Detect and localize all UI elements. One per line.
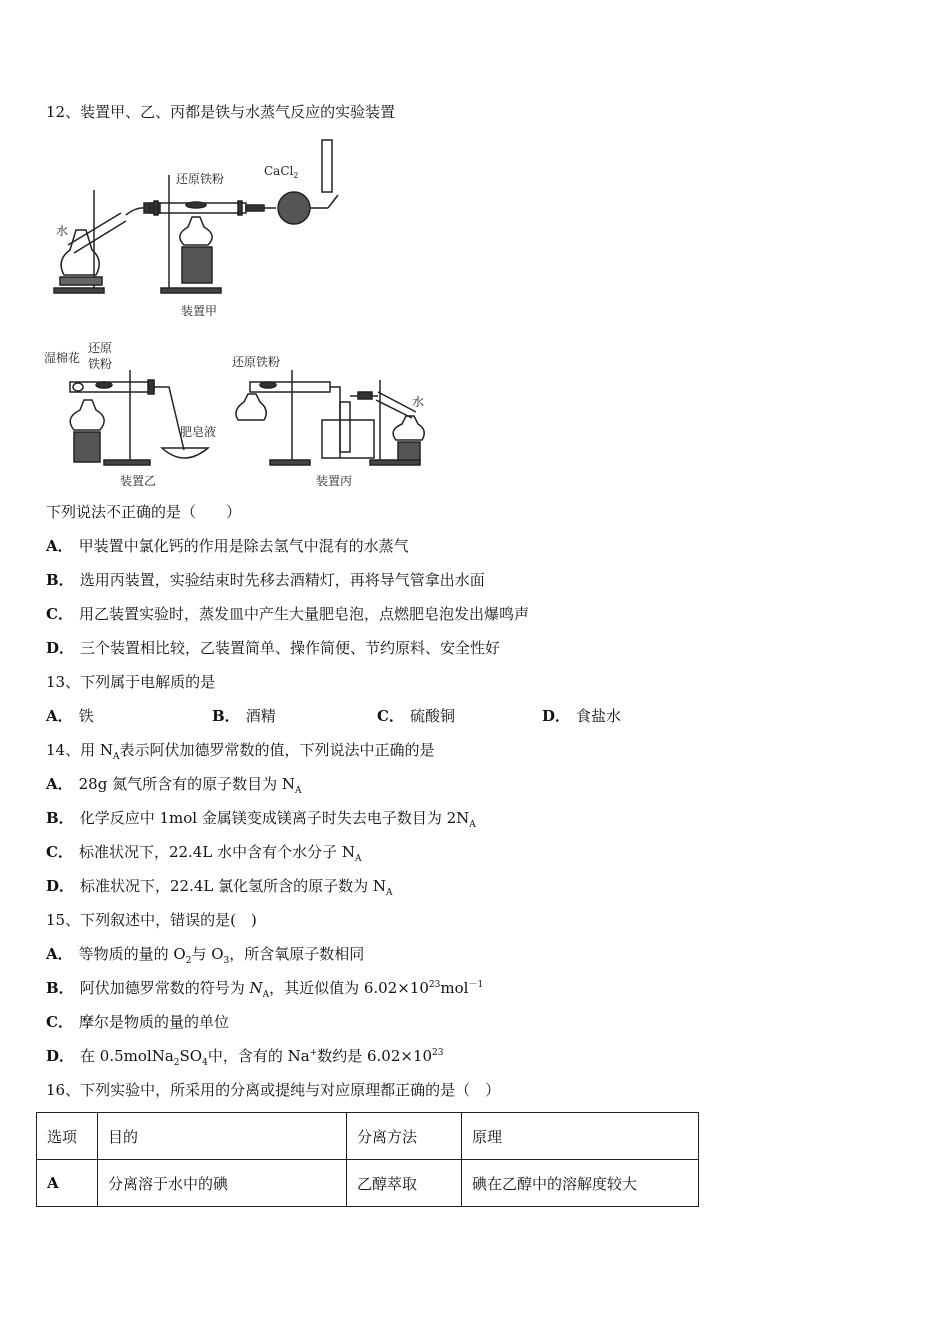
table-header-cell: 选项: [37, 1113, 98, 1160]
table-cell: A: [37, 1160, 98, 1207]
table-header-row: [37, 1113, 699, 1160]
yi-label-soap: 肥皂液: [180, 425, 217, 439]
bing-label-fe: 还原铁粉: [232, 355, 281, 369]
q15-option-c: C． 摩尔是物质的量的单位: [46, 1013, 229, 1031]
yi-label-cotton: 湿棉花: [44, 351, 81, 365]
yi-caption: 装置乙: [120, 474, 157, 488]
q13-option-a: A． 铁: [46, 707, 94, 725]
q13-option-b: B． 酒精: [212, 707, 276, 725]
q15-option-b: B． 阿伏加德罗常数的符号为 $N_A$，其近似值为 $6.02\times 10^{23}mol^{-1}$: [46, 979, 484, 1000]
apparatus-bing-figure: [230, 340, 430, 490]
yi-label-fe-1: 还原: [88, 341, 113, 355]
q14-stem: 14、用 $N_A$表示阿伏加德罗常数的值，下列说法中正确的是: [46, 741, 435, 762]
bing-caption: 装置丙: [316, 474, 353, 488]
q12-question: 下列说法不正确的是（ ）: [46, 503, 242, 521]
q12-option-d: D． 三个装置相比较，乙装置简单、操作简便、节约原料、安全性好: [46, 639, 501, 657]
jia-label-water: 水: [56, 224, 69, 238]
q12-option-a: A． 甲装置中氯化钙的作用是除去氢气中混有的水蒸气: [46, 537, 409, 555]
q16-table: [36, 1112, 699, 1207]
table-row: [37, 1160, 699, 1207]
jia-label-cacl2: CaCl$_2$: [264, 164, 299, 180]
q12-option-b: B． 选用丙装置，实验结束时先移去酒精灯，再将导气管拿出水面: [46, 571, 485, 589]
table-cell: 碘在乙醇中的溶解度较大: [462, 1160, 699, 1207]
q15-option-d: D． 在 $0.5molNa_2SO_4$中，含有的 Na+数约是 $6.02\times 10^{23}$: [46, 1047, 444, 1068]
q13-stem: 13、下列属于电解质的是: [46, 673, 216, 691]
jia-caption: 装置甲: [181, 304, 218, 318]
q15-stem: 15、下列叙述中，错误的是( ): [46, 911, 257, 929]
yi-label-fe-2: 铁粉: [88, 357, 113, 371]
q14-option-c: C． 标准状况下，22.4L 水中含有个水分子 $N_A$: [46, 843, 362, 864]
q12-option-c: C． 用乙装置实验时，蒸发皿中产生大量肥皂泡，点燃肥皂泡发出爆鸣声: [46, 605, 529, 623]
q14-option-d: D． 标准状况下，22.4L 氯化氢所含的原子数为 $N_A$: [46, 877, 393, 898]
table-header-cell: 原理: [462, 1113, 699, 1160]
q13-option-d: D． 食盐水: [542, 707, 622, 725]
q14-option-a: A． 28g 氮气所含有的原子数目为 $N_A$: [46, 775, 302, 796]
table-header-cell: 分离方法: [347, 1113, 462, 1160]
table-header-cell: 目的: [98, 1113, 347, 1160]
jia-label-fe: 还原铁粉: [176, 172, 225, 186]
apparatus-jia-figure: [46, 135, 366, 320]
q12-stem: 12、装置甲、乙、丙都是铁与水蒸气反应的实验装置: [46, 103, 396, 121]
q14-option-b: B． 化学反应中 1mol 金属镁变成镁离子时失去电子数目为 $2N_A$: [46, 809, 476, 830]
apparatus-yi-figure: [44, 340, 234, 490]
table-cell: 分离溶于水中的碘: [98, 1160, 347, 1207]
bing-label-water: 水: [412, 395, 425, 409]
q13-option-c: C． 硫酸铜: [377, 707, 455, 725]
q16-stem: 16、下列实验中，所采用的分离或提纯与对应原理都正确的是（ ）: [46, 1081, 501, 1099]
q15-option-a: A． 等物质的量的 $O_2$与 $O_3$，所含氧原子数相同: [46, 945, 365, 966]
table-cell: 乙醇萃取: [347, 1160, 462, 1207]
